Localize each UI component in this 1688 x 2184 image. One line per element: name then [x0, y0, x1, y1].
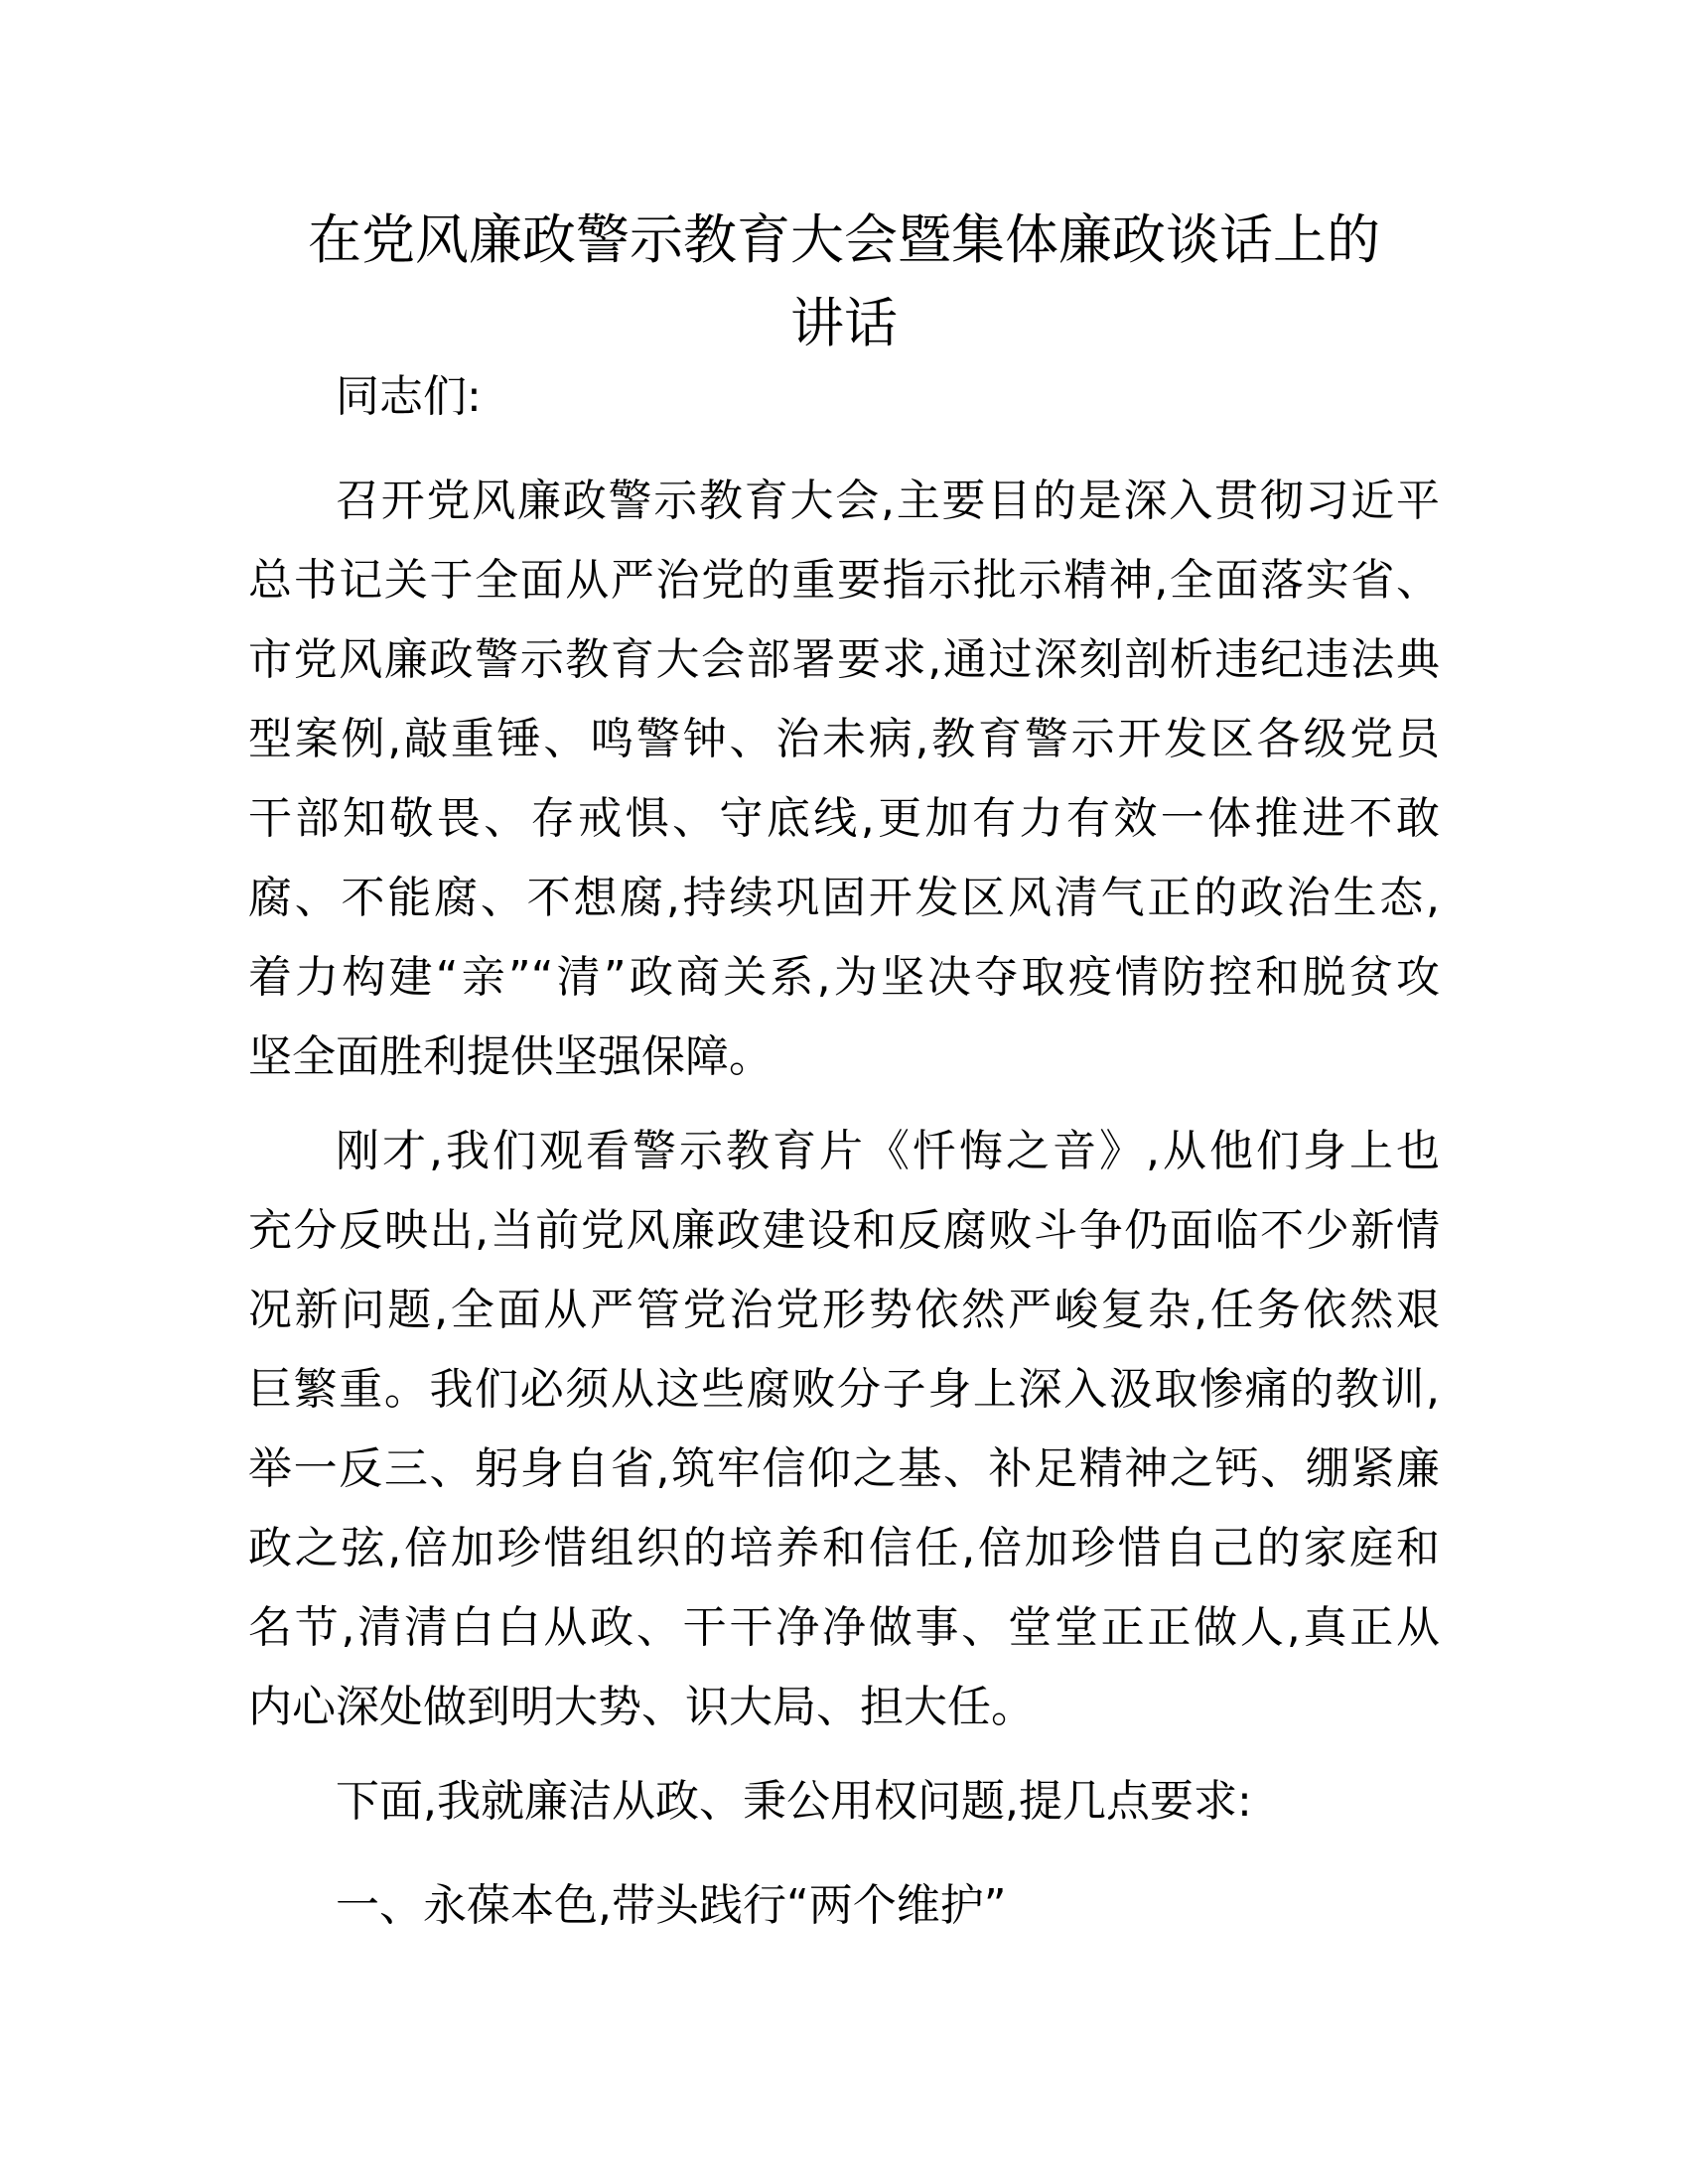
paragraph-1 — [248, 462, 1440, 1097]
paragraph-line: 下面,我就廉洁从政、秉公用权问题,提几点要求: — [336, 1776, 1252, 1827]
paragraph-line: 刚才,我们观看警示教育片《忏悔之音》,从他们身上也 — [336, 1126, 1440, 1176]
paragraph-line: 举一反三、躬身自省,筑牢信仰之基、补足精神之钙、绷紧廉 — [248, 1443, 1440, 1494]
title-line-2: 讲话 — [790, 292, 898, 354]
paragraph-line: 名节,清清白白从政、干干净净做事、堂堂正正做人,真正从 — [248, 1602, 1440, 1653]
document-title — [248, 199, 1440, 365]
title-line-1: 在党风廉政警示教育大会暨集体廉政谈话上的 — [308, 208, 1380, 271]
paragraph-line: 总书记关于全面从严治党的重要指示批示精神,全面落实省、 — [248, 555, 1440, 606]
salutation-text: 同志们: — [336, 371, 482, 422]
section-heading-1 — [248, 1866, 1440, 1946]
paragraph-line: 市党风廉政警示教育大会部署要求,通过深刻剖析违纪违法典 — [248, 634, 1440, 685]
paragraph-line: 着力构建“亲”“清”政商关系,为坚决夺取疫情防控和脱贫攻 — [248, 952, 1440, 1003]
paragraph-line: 充分反映出,当前党风廉政建设和反腐败斗争仍面临不少新情 — [248, 1205, 1440, 1256]
paragraph-line: 巨繁重。我们必须从这些腐败分子身上深入汲取惨痛的教训, — [248, 1364, 1440, 1415]
section-heading-text: 一、永葆本色,带头践行“两个维护” — [336, 1880, 1007, 1931]
paragraph-line: 召开党风廉政警示教育大会,主要目的是深入贯彻习近平 — [336, 476, 1440, 526]
paragraph-line: 政之弦,倍加珍惜组织的培养和信任,倍加珍惜自己的家庭和 — [248, 1523, 1440, 1573]
paragraph-2 — [248, 1112, 1440, 1747]
paragraph-line: 况新问题,全面从严管党治党形势依然严峻复杂,任务依然艰 — [248, 1285, 1440, 1335]
paragraph-line: 干部知敬畏、存戒惧、守底线,更加有力有效一体推进不敢 — [248, 793, 1440, 844]
paragraph-3 — [248, 1762, 1440, 1842]
salutation — [248, 357, 1440, 437]
paragraph-line: 腐、不能腐、不想腐,持续巩固开发区风清气正的政治生态, — [248, 873, 1440, 923]
paragraph-line: 型案例,敲重锤、鸣警钟、治未病,教育警示开发区各级党员 — [248, 714, 1440, 764]
paragraph-line: 坚全面胜利提供坚强保障。 — [248, 1031, 773, 1082]
paragraph-line: 内心深处做到明大势、识大局、担大任。 — [248, 1682, 1035, 1732]
